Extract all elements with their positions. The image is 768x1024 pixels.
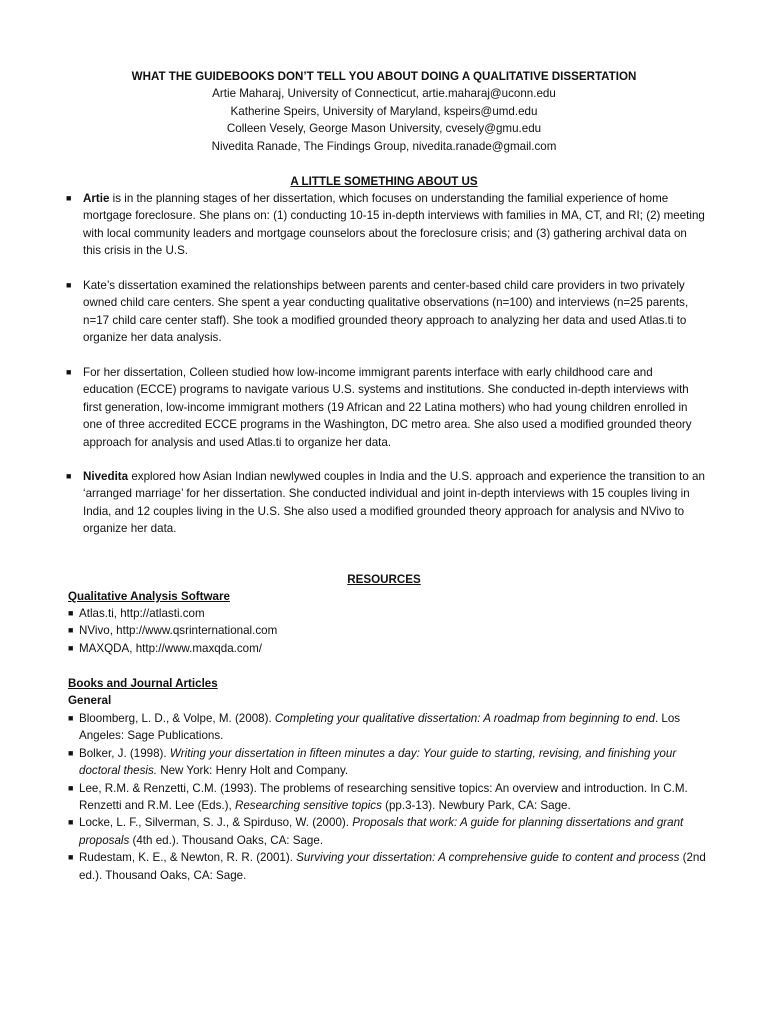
reference-item: ■ Locke, L. F., Silverman, S. J., & Spirduso, W. (2000). Proposals that work: A guide for planning dissertations and grant proposals (4th ed.). Thousand Oaks, CA: Sage. xyxy=(68,816,684,847)
reference-item: ■ Rudestam, K. E., & Newton, R. R. (2001). Surviving your dissertation: A comprehensive guide to content and process (2nd ed.). Thousand Oaks, CA: Sage. xyxy=(68,851,706,882)
bullet-icon: ■ xyxy=(68,782,74,793)
bio-name: Artie xyxy=(83,192,110,205)
bullet-icon: ■ xyxy=(68,608,74,618)
bio-text: is in the planning stages of her dissertation, which focuses on understanding the familial experience of home mortgage foreclosure. She plans on: (1) conducting 10-15 in-depth interviews with families in MA, CT, and RI; (2) meeting with local community leaders and mortgage counselors about the foreclosure crisis; and (3) gathering archival data on this crisis in the U.S. xyxy=(83,192,705,258)
document-title: WHAT THE GUIDEBOOKS DON’T TELL YOU ABOUT DOING A QUALITATIVE DISSERTATION xyxy=(131,70,637,83)
about-heading: A LITTLE SOMETHING ABOUT US xyxy=(290,175,478,188)
bullet-icon: ■ xyxy=(68,852,74,863)
bio-bullet-nivedita xyxy=(66,468,706,538)
bio-text: For her dissertation, Colleen studied how low-income immigrant parents interface with early childhood care and education (ECCE) programs to navigate various U.S. systems and institutions. She conducted in-depth interviews with first generation, low-income immigrant mothers (19 African and 22 Latina mothers) who had young children enrolled in one of three accredited ECCE programs in the Washington, DC metro area. She also used a modified grounded theory approach for analysis and used Atlas.ti to organize her data. xyxy=(83,366,692,449)
list-item: ■ Atlas.ti, http://atlasti.com xyxy=(68,605,708,622)
document-header xyxy=(0,68,768,155)
reference-item: ■ Lee, R.M. & Renzetti, C.M. (1993). The problems of researching sensitive topics: An overview and introduction. In C.M. Renzetti and R.M. Lee (Eds.), Researching sensitive topics (pp.3-13). Newbury Park, CA: Sage. xyxy=(68,781,688,813)
bullet-icon: ■ xyxy=(66,280,72,290)
bullet-icon: ■ xyxy=(66,471,72,481)
bio-bullet-colleen xyxy=(66,364,706,451)
bio-bullet-artie xyxy=(66,190,706,260)
reference-item: ■ Bolker, J. (1998). Writing your dissertation in fifteen minutes a day: Your guide to starting, revising, and finishing your doctoral thesis. New York: Henry Holt and Company. xyxy=(68,746,677,778)
software-heading: Qualitative Analysis Software xyxy=(68,590,230,603)
reference-item: ■ Bloomberg, L. D., & Volpe, M. (2008). Completing your qualitative dissertation: A roadmap from beginning to end. Los Angeles: Sage Publications. xyxy=(68,712,681,743)
reference-list xyxy=(68,710,708,884)
bio-text: explored how Asian Indian newlywed couples in India and the U.S. approach and experience the transition to an ‘arranged marriage’ for her dissertation. She conducted individual and joint in-depth interviews with 15 couples living in India, and 12 couples living in the U.S. She also used a modified grounded theory approach for analysis and NVivo to organize her data. xyxy=(83,470,705,536)
list-item: ■ NVivo, http://www.qsrinternational.com xyxy=(68,622,708,639)
bullet-icon: ■ xyxy=(68,747,74,758)
general-heading: General xyxy=(68,694,112,707)
resources-heading: RESOURCES xyxy=(347,573,421,586)
list-item: ■ MAXQDA, http://www.maxqda.com/ xyxy=(68,640,708,657)
books-heading: Books and Journal Articles xyxy=(68,677,218,690)
bullet-icon: ■ xyxy=(68,642,74,653)
author-line: Colleen Vesely, George Mason University, cvesely@gmu.edu xyxy=(226,122,542,136)
bullet-icon: ■ xyxy=(66,193,72,203)
author-line: Artie Maharaj, University of Connecticut, artie.maharaj@uconn.edu xyxy=(212,87,556,101)
bio-bullet-kate xyxy=(66,277,706,347)
author-line: Katherine Speirs, University of Maryland, kspeirs@umd.edu xyxy=(230,104,538,118)
software-list xyxy=(68,605,708,657)
bullet-icon: ■ xyxy=(66,367,72,377)
bullet-icon: ■ xyxy=(68,817,74,828)
bio-text: Kate’s dissertation examined the relationships between parents and center-based child care providers in two privately owned child care centers. She spent a year conducting qualitative observations (n=100) and interviews (n=25 parents, n=17 child care center staff). She took a modified grounded theory approach to analyzing her data and used Atlas.ti to organize her data analysis. xyxy=(83,279,689,345)
author-line: Nivedita Ranade, The Findings Group, nivedita.ranade@gmail.com xyxy=(211,139,557,153)
bio-name: Nivedita xyxy=(83,470,129,483)
bullet-icon: ■ xyxy=(68,713,74,723)
bullet-icon: ■ xyxy=(68,625,74,636)
